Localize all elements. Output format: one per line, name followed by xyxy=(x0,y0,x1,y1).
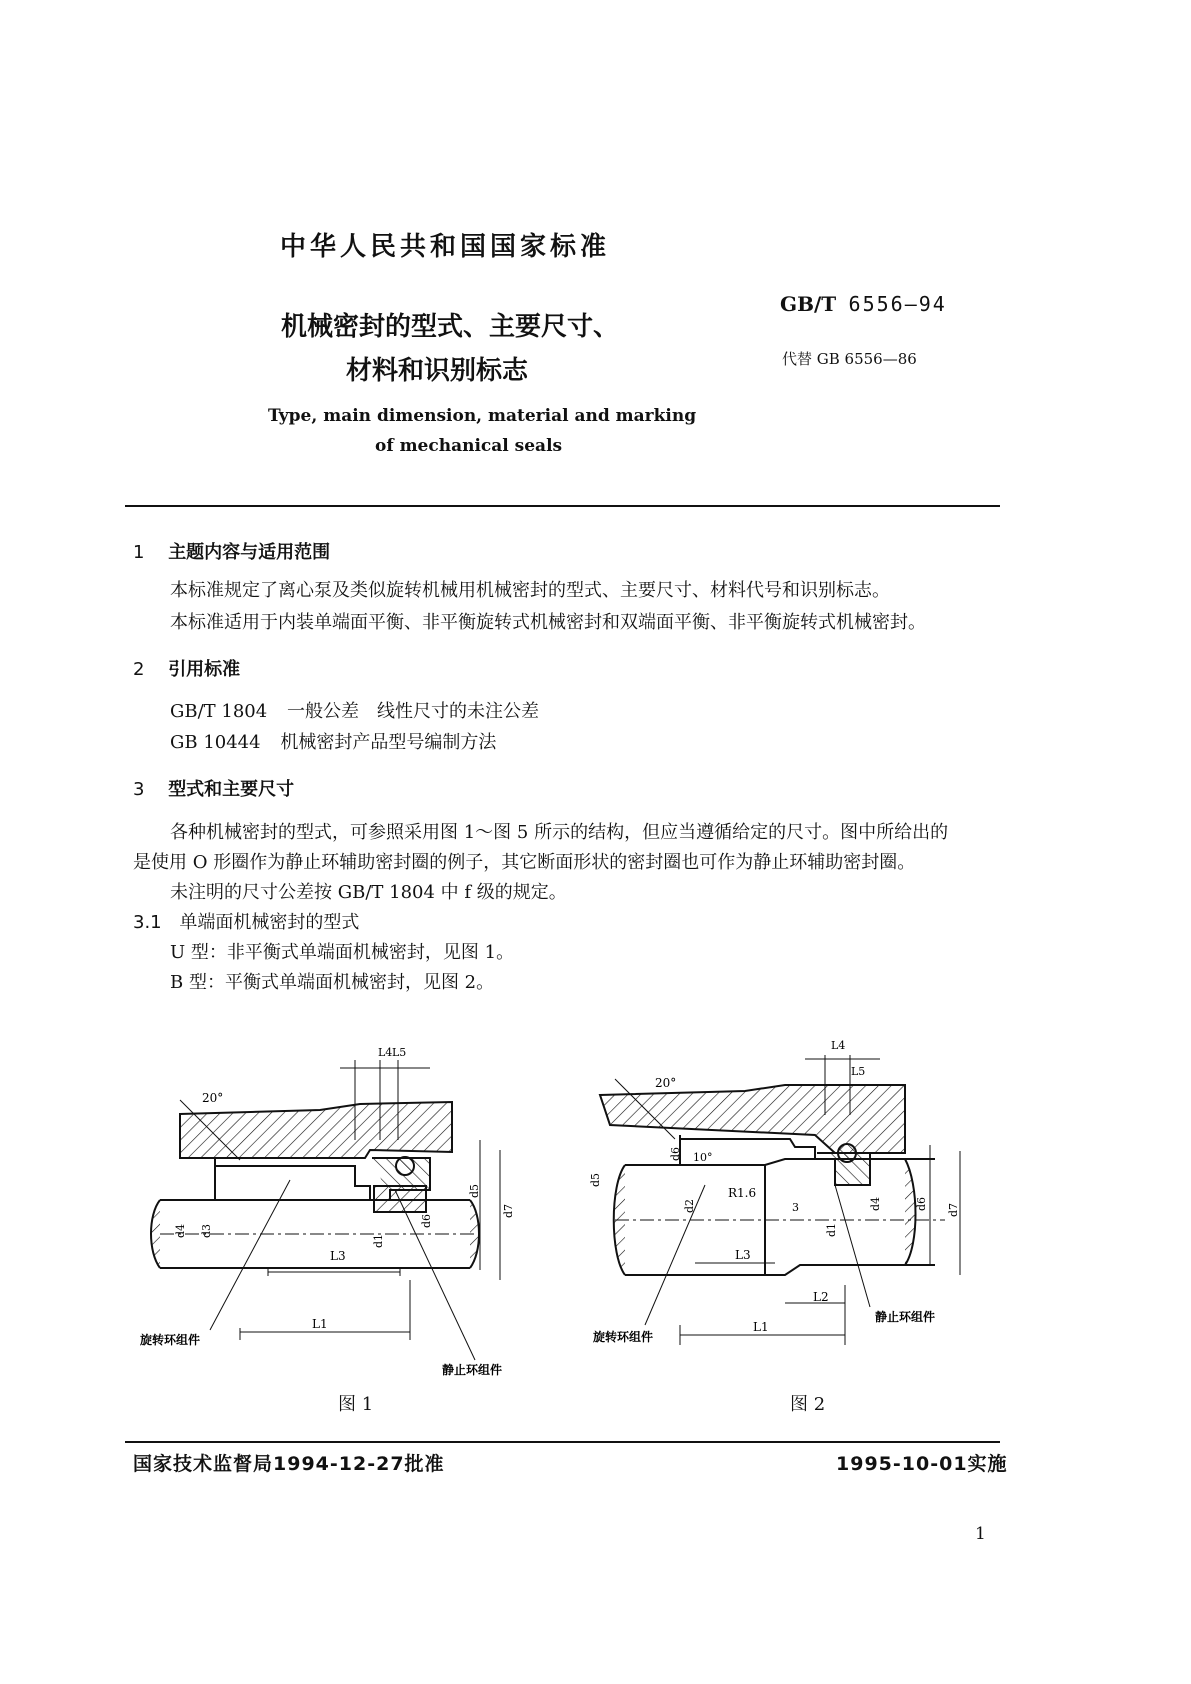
title-line-1: 机械密封的型式、主要尺寸、 xyxy=(281,312,620,342)
section-2-title: 引用标准 xyxy=(168,659,241,680)
figure-2-caption: 图 2 xyxy=(790,1394,826,1415)
figure-2-dim-l3: L3 xyxy=(735,1248,751,1262)
figure-1-caption: 图 1 xyxy=(338,1394,374,1415)
figure-1-dim-d7: d7 xyxy=(502,1203,515,1218)
figure-2-dim-l2: L2 xyxy=(813,1290,829,1304)
section-3-title: 型式和主要尺寸 xyxy=(168,779,295,800)
figure-1-dim-d5: d5 xyxy=(468,1183,481,1198)
reference-2-code: GB 10444 xyxy=(170,732,261,753)
english-title-line-2: of mechanical seals xyxy=(375,436,563,456)
section-3-paragraph-1-line-2: 是使用 O 形圈作为静止环辅助密封圈的例子，其它断面形状的密封圈也可作为静止环辅助密封圈。 xyxy=(133,852,916,873)
figure-2-dim-d2: d2 xyxy=(683,1198,696,1213)
reference-2-title: 机械密封产品型号编制方法 xyxy=(280,732,497,753)
section-3-paragraph-2: 未注明的尺寸公差按 GB/T 1804 中 f 级的规定。 xyxy=(170,882,567,903)
subsection-3-1-title: 单端面机械密封的型式 xyxy=(179,912,360,933)
figure-2-dim-l5: L5 xyxy=(851,1065,866,1078)
figure-2-drawing xyxy=(585,1035,985,1355)
figure-2-dim-d4: d4 xyxy=(869,1196,882,1211)
title-line-2: 材料和识别标志 xyxy=(346,356,529,386)
figure-2-gap: 3 xyxy=(792,1201,799,1214)
figure-1-rotating-label: 旋转环组件 xyxy=(140,1333,201,1347)
figure-2-dim-d1: d1 xyxy=(825,1222,838,1237)
page-number: 1 xyxy=(975,1524,986,1544)
figure-1-dim-l1: L1 xyxy=(312,1317,328,1331)
figure-2-dim-d5: d5 xyxy=(589,1172,602,1187)
standard-number xyxy=(780,292,947,316)
figure-1-stationary-label: 静止环组件 xyxy=(442,1363,503,1377)
section-1-title: 主题内容与适用范围 xyxy=(168,542,331,563)
section-1-number: 1 xyxy=(133,542,145,563)
section-1-paragraph-1: 本标准规定了离心泵及类似旋转机械用机械密封的型式、主要尺寸、材料代号和识别标志。 xyxy=(170,580,890,601)
figure-2-rotating-label: 旋转环组件 xyxy=(593,1330,654,1344)
subsection-3-1-number: 3.1 xyxy=(133,912,162,933)
section-3-paragraph-1-line-1: 各种机械密封的型式，可参照采用图 1～图 5 所示的结构，但应当遵循给定的尺寸。图中所给出的 xyxy=(170,822,949,843)
section-1-paragraph-2: 本标准适用于内装单端面平衡、非平衡旋转式机械密封和双端面平衡、非平衡旋转式机械密封。 xyxy=(170,612,926,633)
section-3-number: 3 xyxy=(133,779,145,800)
figure-2-dim-d6b: d6 xyxy=(915,1196,928,1211)
figure-2-angle: 20° xyxy=(655,1076,677,1090)
figure-2-radius: R1.6 xyxy=(728,1186,757,1200)
standard-prefix: GB/T xyxy=(780,292,837,316)
b-type-line: B 型：平衡式单端面机械密封，见图 2。 xyxy=(170,972,495,993)
figure-1-dim-d6: d6 xyxy=(420,1213,433,1228)
section-1-heading xyxy=(133,538,330,564)
figure-2-dim-l1: L1 xyxy=(753,1320,769,1334)
approval-line: 国家技术监督局1994-12-27批准 xyxy=(133,1453,445,1475)
figure-1-dim-d3: d3 xyxy=(200,1223,213,1238)
figure-1-dim-l4: L4 xyxy=(378,1046,393,1059)
figure-2-stationary-label: 静止环组件 xyxy=(875,1310,936,1324)
figure-1-drawing xyxy=(140,1040,560,1380)
reference-1 xyxy=(170,695,539,729)
standard-code: 6556—94 xyxy=(848,292,947,316)
figure-2-dim-d6: d6 xyxy=(669,1146,682,1161)
reference-1-code: GB/T 1804 xyxy=(170,701,268,722)
footer-divider xyxy=(125,1441,1000,1443)
replaces-note: 代替 GB 6556—86 xyxy=(782,350,917,368)
figure-1-dim-l3: L3 xyxy=(330,1249,346,1263)
subsection-3-1-heading xyxy=(133,906,359,940)
u-type-line: U 型：非平衡式单端面机械密封，见图 1。 xyxy=(170,942,515,963)
header-divider xyxy=(125,505,1000,507)
effective-line: 1995-10-01实施 xyxy=(836,1453,1008,1475)
figure-1-dim-l5: L5 xyxy=(392,1046,407,1059)
figure-1-dim-d1: d1 xyxy=(372,1233,385,1248)
reference-2 xyxy=(170,726,496,760)
reference-1-title: 一般公差 线性尺寸的未注公差 xyxy=(286,701,539,722)
section-2-heading xyxy=(133,655,240,681)
agency-line: 中华人民共和国国家标准 xyxy=(280,232,611,262)
figure-2-dim-d7: d7 xyxy=(947,1202,960,1217)
figure-2-dim-l4: L4 xyxy=(831,1039,846,1052)
figure-2-angle-2: 10° xyxy=(693,1151,713,1164)
figure-1-angle: 20° xyxy=(202,1091,224,1105)
english-title-line-1: Type, main dimension, material and marking xyxy=(268,406,697,426)
section-2-number: 2 xyxy=(133,659,145,680)
figure-1-dim-d4: d4 xyxy=(174,1223,187,1238)
section-3-heading xyxy=(133,775,294,801)
